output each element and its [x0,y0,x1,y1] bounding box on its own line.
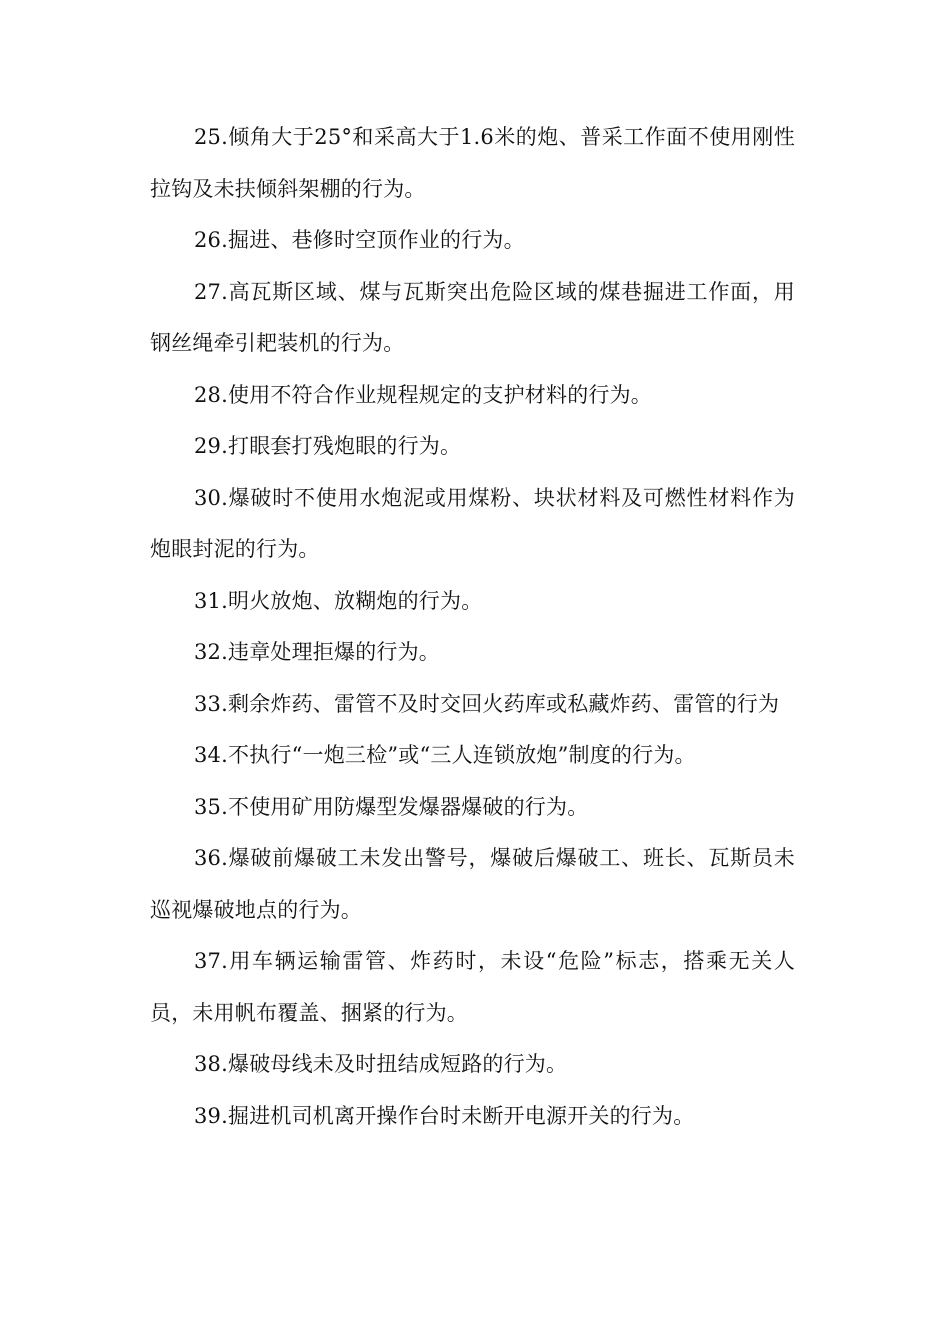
list-item: 39.掘进机司机离开操作台时未断开电源开关的行为。 [194,1103,695,1128]
list-item: 25.倾角大于25°和采高大于1.6米的炮、普采工作面不使用刚性拉钩及未扶倾斜架棚的行为。 [150,125,795,201]
list-item: 29.打眼套打残炮眼的行为。 [194,434,462,458]
list-item: 34.不执行“一炮三检”或“三人连锁放炮”制度的行为。 [194,743,696,767]
list-item: 30.爆破时不使用水炮泥或用煤粉、块状材料及可燃性材料作为炮眼封泥的行为。 [150,485,795,561]
list-item: 32.违章处理拒爆的行为。 [194,640,440,664]
list-item: 33.剩余炸药、雷管不及时交回火药库或私藏炸药、雷管的行为 [194,691,780,716]
list-item: 26.掘进、巷修时空顶作业的行为。 [194,228,525,252]
list-item: 31.明火放炮、放糊炮的行为。 [194,588,483,613]
document-body [150,112,795,1142]
list-item: 35.不使用矿用防爆型发爆器爆破的行为。 [194,794,589,819]
list-item: 27.高瓦斯区域、煤与瓦斯突出危险区域的煤巷掘进工作面，用钢丝绳牵引耙装机的行为。 [150,279,795,355]
list-item: 28.使用不符合作业规程规定的支护材料的行为。 [194,382,652,407]
list-item: 37.用车辆运输雷管、炸药时，未设“危险”标志，搭乘无关人员，未用帆布覆盖、捆紧的行为。 [150,949,795,1025]
list-item: 38.爆破母线未及时扭结成短路的行为。 [194,1052,568,1076]
list-item: 36.爆破前爆破工未发出警号，爆破后爆破工、班长、瓦斯员未巡视爆破地点的行为。 [150,846,795,922]
